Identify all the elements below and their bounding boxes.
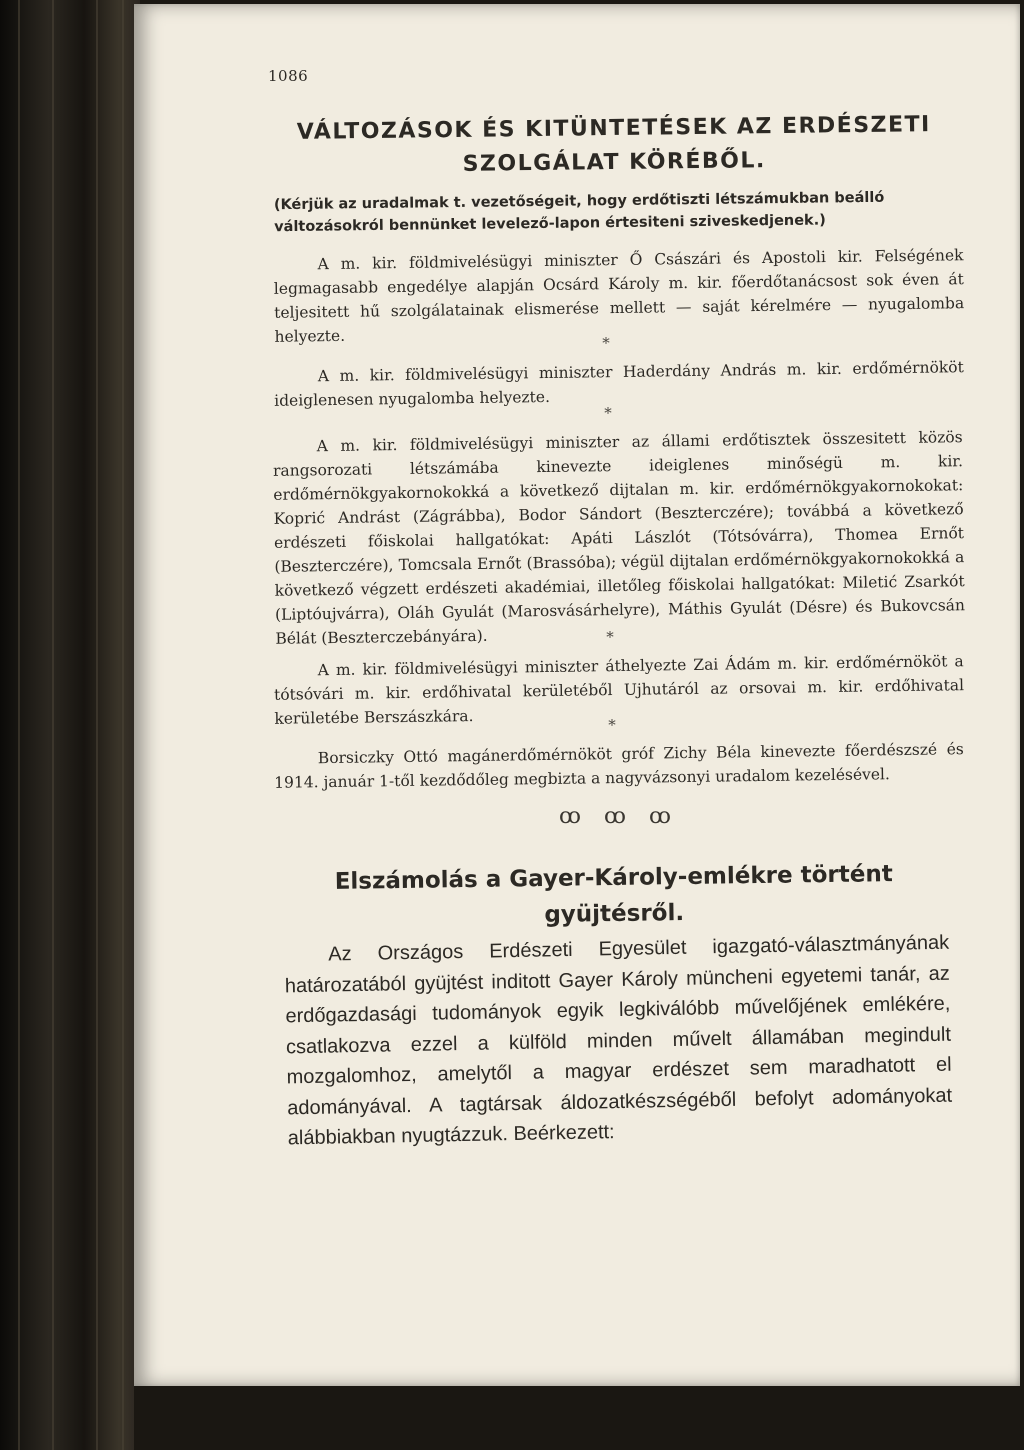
separator-asterisk: * bbox=[606, 628, 614, 646]
paragraph-2: A m. kir. földmivelésügyi miniszter Haderdány András m. kir. erdőmérnököt ideiglenesen nyugalomba helyezte. bbox=[274, 358, 964, 410]
separator-asterisk: * bbox=[604, 404, 612, 422]
section-heading-accounting bbox=[314, 856, 915, 936]
paragraph-1: A m. kir. földmivelésügyi miniszter Ő Császári és Apostoli kir. Felségének legmagasabb engedélye alapján Ocsárd Károly m. kir. főerdőtanácsost sok éven át teljesitett hű szolgálatainak elismerése mellett — saját kérelmére — nyugalomba helyezte. bbox=[273, 246, 965, 346]
heading-line-2: SZOLGÁLAT KÖRÉBŐL. bbox=[462, 148, 766, 177]
notice-text: (Kérjük az uradalmak t. vezetőségeit, hogy erdőtiszti létszámukban beálló változásokról bennünket levelező-lapon értesiteni sziveskedjenek.) bbox=[273, 189, 885, 236]
separator-asterisk: * bbox=[602, 334, 610, 352]
separator-asterisk: * bbox=[608, 716, 616, 734]
section-heading-line-2: gyüjtésről. bbox=[544, 900, 685, 928]
page-number: 1086 bbox=[268, 67, 309, 85]
background-shadow bbox=[134, 1386, 1024, 1450]
section-heading-changes bbox=[254, 108, 975, 185]
paragraph-3: A m. kir. földmivelésügyi miniszter az állami erdőtisztek összesitett közös rangsorozati létszámába kinevezte ideiglenes minőségü m. kir. erdőmérnökgyakornokokká a következő dijtalan m. kir. erdőmérnökgyakornokokat: Koprić Andrást (Zágrábba), Bodor Sándort (Beszterczére); továbbá a következő erdészeti főiskolai hallgatókat: Apáti Lászlót (Tótsóvárra), Thomea Ernőt (Beszterczére), Tomcsala Ernőt (Brassóba); végül dijtalan erdőmérnökgyakornokokká a következő végzett erdészeti akadémiai, illetőleg főiskolai hallgatókat: Miletić Zsarkót (Liptóujvárra), Oláh Gyulát (Marosvásárhelyre), Máthis Gyulát (Désre) és Bukovcsán Bélát (Beszterczebányára). bbox=[272, 428, 966, 648]
section-heading-line-1: Elszámolás a Gayer-Károly-emlékre történt bbox=[334, 861, 893, 895]
section-paragraph: Az Országos Erdészeti Egyesület igazgató-választmányának határozatából gyüjtést inditott Gayer Károly müncheni egyetemi tanár, az erdőgazdasági tudományok egyik legkiválóbb művelőjének emlékére, csatlakozva ezzel a külföld minden művelt államában megindult mozgalomhoz, amelytől a magyar erdészet sem maradhatott el adományával. A tagtársak áldozatkészségéből befolyt adományokat alábbiakban nyugtázzuk. Beérkezett: bbox=[284, 931, 953, 1150]
ornament-divider: ꝏ ꝏ ꝏ bbox=[559, 804, 679, 829]
paragraph-5: Borsiczky Ottó magánerdőmérnököt gróf Zichy Béla kinevezte főerdészszé és 1914. január 1-től kezdődőleg megbizta a nagyvázsonyi uradalom kezelésével. bbox=[274, 740, 964, 792]
paragraph-4: A m. kir. földmivelésügyi miniszter áthelyezte Zai Ádám m. kir. erdőmérnököt a tótsóvári m. kir. erdőhivatal kerületéből Ujhutáról az orsovai m. kir. erdőhivatal kerületébe Berszászkára. bbox=[273, 652, 965, 728]
book-spine bbox=[0, 0, 140, 1450]
book-page bbox=[134, 4, 1020, 1386]
heading-line-1: VÁLTOZÁSOK ÉS KITÜNTETÉSEK AZ ERDÉSZETI bbox=[296, 112, 931, 145]
